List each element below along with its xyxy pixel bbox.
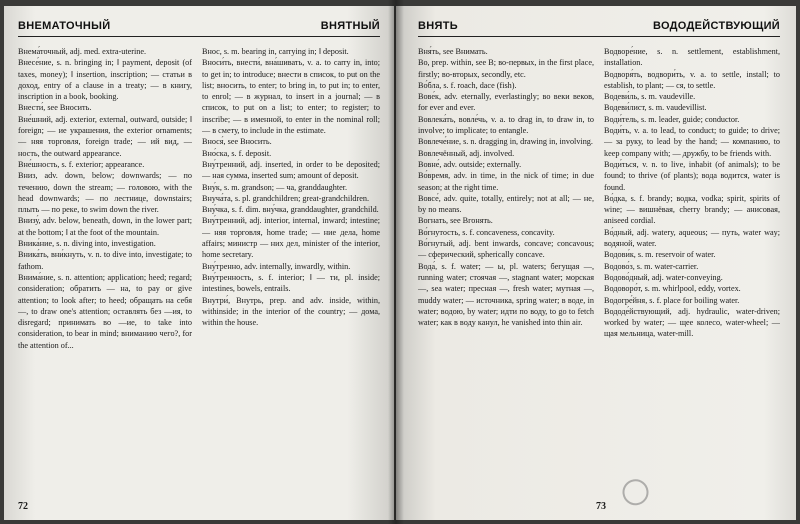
stamp-circle-icon: [621, 478, 650, 507]
left-page-number: 72: [18, 501, 28, 512]
dictionary-entry: Вода́, s. f. water; — ы, pl. waters; бегущая —, running water; стоячая —, stagnant water; морская —, sea water; пресная —, fresh water; мутная —, muddy water; — источника, spring water; в воде, in water; водою, by water; идти по воду, to go to fetch water; как в воду канул, he vanished into thin air.: [418, 261, 594, 328]
dictionary-entry: Водеви́ль, s. m. vaudeville.: [604, 92, 696, 102]
dictionary-entry: Водови́к, s. m. reservoir of water.: [604, 250, 716, 260]
dictionary-entry: Водеви́лист, s. m. vaudevillist.: [604, 103, 707, 113]
right-page-column-2: [604, 46, 780, 486]
dictionary-entry: Води́тель, s. m. leader, guide; conductor.: [604, 114, 740, 124]
dictionary-entry: Вну́тренно, adv. internally, inwardly, within.: [202, 261, 351, 271]
dictionary-entry: Вноси́ть, внести́, вна́шивать, v. a. to carry in, into; to get in; to introduce; внести в список, to put on the list; вносить, to enter; to bring in, to put in; to enter, to enrol; — в журнал, to insert in a journal; — в список, to put on a list; to enter; to register; to inscribe; — в именной, to enter in the nominal roll; — в смету, to include in the estimate.: [202, 58, 380, 136]
dictionary-entry: Вовлека́ть, вовле́чь, v. a. to drag in, to draw in, to involve; to implicate; to entangle.: [418, 114, 594, 136]
dictionary-entry: Вне́шность, s. f. exterior; appearance.: [18, 159, 145, 169]
right-page-headword-start: ВНЯТЬ: [418, 20, 458, 32]
dictionary-entry: Вовсе́, adv. quite, totally, entirely; not at all; — не, by no means.: [418, 193, 594, 215]
dictionary-entry: Во́дный, adj. watery, aqueous; — путь, water way; водяной, water.: [604, 227, 780, 249]
dictionary-entry: Вододе́йствующий, adj. hydraulic, water-driven; worked by water; — щее колесо, water-wheel; — щая мельница, water-mill.: [604, 306, 780, 339]
dictionary-entry: Во, prep. within, see В; во-первых, in the first place, firstly; во-вторых, secondly, etc.: [418, 58, 594, 79]
dictionary-entry: Внос, s. m. bearing in, carrying in; ‖ deposit.: [202, 47, 349, 56]
left-page: [4, 6, 394, 520]
dictionary-entry: Внуча́та, s. pl. grandchildren; great-grandchildren.: [202, 193, 370, 203]
dictionary-entry: Вника́ть, вни́кнуть, v. n. to dive into, investigate; to fathom.: [18, 250, 192, 271]
dictionary-entry: Вну́тренний, adj. inserted, in order to be deposited; — ная сумма, inserted sum; amount of deposit.: [202, 159, 380, 181]
dictionary-entry: Вниз, adv. down, below; downwards; — по течению, down the stream; — головою, with the head downwards; — по лестнице, downstairs; плыть — по реке, to swim down the river.: [18, 171, 192, 215]
dictionary-entry: Внося́, see Вносить.: [202, 137, 272, 147]
right-page-number: 73: [596, 501, 606, 512]
dictionary-entry: Вну́к, s. m. grandson; — ча, granddaughter.: [202, 182, 348, 192]
dictionary-entry: Води́ться, v. n. to live, inhabit (of animals); to be found; to thrive (of plants); вода водится, water is found.: [604, 159, 780, 192]
dictionary-entry: Во́время, adv. in time, in the nick of time; in due season; at the right time.: [418, 171, 594, 192]
left-page-column-1: [18, 46, 192, 486]
dictionary-entry: Во́бла, s. f. roach, dace (fish).: [418, 80, 517, 90]
dictionary-entry: Во́гнутость, s. f. concaveness, concavity.: [418, 227, 555, 237]
dictionary-entry: Вно́ска, s. f. deposit.: [202, 148, 272, 158]
dictionary-entry: Води́ть, v. a. to lead, to conduct; to guide; to drive; — за руку, to lead by the hand; — компанию, to keep company with; — дружбу, to be friends with.: [604, 126, 780, 158]
right-page-headword-end: ВОДОДЕЙСТВУЮЩИЙ: [652, 20, 780, 32]
dictionary-entry: Во́гнутый, adj. bent inwards, concave; concavous; — сферический, spherically concave.: [418, 239, 594, 260]
dictionary-entry: Вне́шний, adj. exterior, external, outward, outside; ‖ foreign; — ие украшения, the exterior ornaments; — няя торговля, foreign trade; — ий вид, — ность, the outward appearance.: [18, 114, 192, 158]
dictionary-entry: Вну́тренность, s. f. interior; ‖ — ти, pl. inside; intestines, bowels, entrails.: [202, 272, 380, 294]
dictionary-entry: Вогнать, see Вгонять.: [418, 216, 493, 226]
book-gutter: [388, 0, 404, 524]
dictionary-entry: Водворя́ть, водвори́ть, v. a. to settle, install; to establish, to plant; — ся, to settle.: [604, 69, 780, 90]
dictionary-entry: Внутри́, Внутрь, prep. and adv. inside, within, withinside; in the interior of the country; — дома, within the house.: [202, 295, 380, 328]
dictionary-entry: Вовлече́ние, s. n. dragging in, drawing in, involving.: [418, 137, 593, 147]
dictionary-entry: Вну́тренний, adj. interior, internal, inward; intestine; — няя торговля, home trade; — ние дела, home affairs; министр — них дел, minister of the interior, home secretary.: [202, 216, 380, 260]
dictionary-entry: Вну́чка, s. f. dim. вну́чка, granddaughter, grandchild.: [202, 205, 379, 215]
dictionary-entry: Внема́точный, adj. med. extra-uterine.: [18, 47, 147, 56]
left-page-column-2: [202, 46, 380, 486]
dictionary-entry: Вня́ть, see Внимать.: [418, 47, 488, 56]
right-page-column-1: [418, 46, 594, 486]
dictionary-entry: Во́дка, s. f. brandy; водка, vodka; spirit, spirits of wine; — вишнёвая, cherry brandy; — анисовая, aniseed cordial.: [604, 193, 780, 226]
left-page-header: [18, 20, 380, 37]
dictionary-entry: Водогре́йня, s. f. place for boiling water.: [604, 295, 740, 305]
dictionary-entry: Вовлечённый, adj. involved.: [418, 148, 515, 158]
dictionary-entry: Внесе́ние, s. n. bringing in; ‖ payment, deposit (of taxes, money); ‖ insertion, inscription; — статьи в доход, entry of a clause in a treaty; — в книгу, inscription in a book, booking.: [18, 58, 192, 102]
dictionary-entry: Водворе́ние, s. n. settlement, establishment, installation.: [604, 47, 780, 68]
right-page-header: [418, 20, 780, 37]
dictionary-entry: Внизу́, adv. below, beneath, down, in the lower part; at the bottom; ‖ at the foot of the mountain.: [18, 216, 192, 237]
dictionary-entry: Внести́, see Вносить.: [18, 103, 92, 113]
dictionary-entry: Водоворо́т, s. m. whirlpool, eddy, vortex.: [604, 284, 741, 294]
right-page: [396, 6, 796, 520]
left-page-headword-end: ВНЯТНЫЙ: [320, 20, 380, 32]
left-page-headword-start: ВНЕМАТОЧНЫЙ: [18, 20, 111, 32]
dictionary-entry: Водово́дный, adj. water-conveying.: [604, 272, 723, 282]
dictionary-entry: Вове́к, adv. eternally, everlastingly; во веки веков, for ever and ever.: [418, 92, 594, 113]
dictionary-entry: Вника́ние, s. n. diving into, investigation.: [18, 239, 156, 249]
dictionary-entry: Водово́з, s. m. water-carrier.: [604, 261, 699, 271]
dictionary-entry: Вовне́, adv. outside; externally.: [418, 159, 522, 169]
dictionary-entry: Внима́ние, s. n. attention; application; heed; regard; consideration; обратить — на, to pay or give attention; to look after; to heed; обращать на себя —, to draw one's attention; оставлять без —ия, to disregard; принимать во —ие, to take into consideration, to bear in mind; вниманию чего?, for the attention of...: [18, 272, 192, 350]
